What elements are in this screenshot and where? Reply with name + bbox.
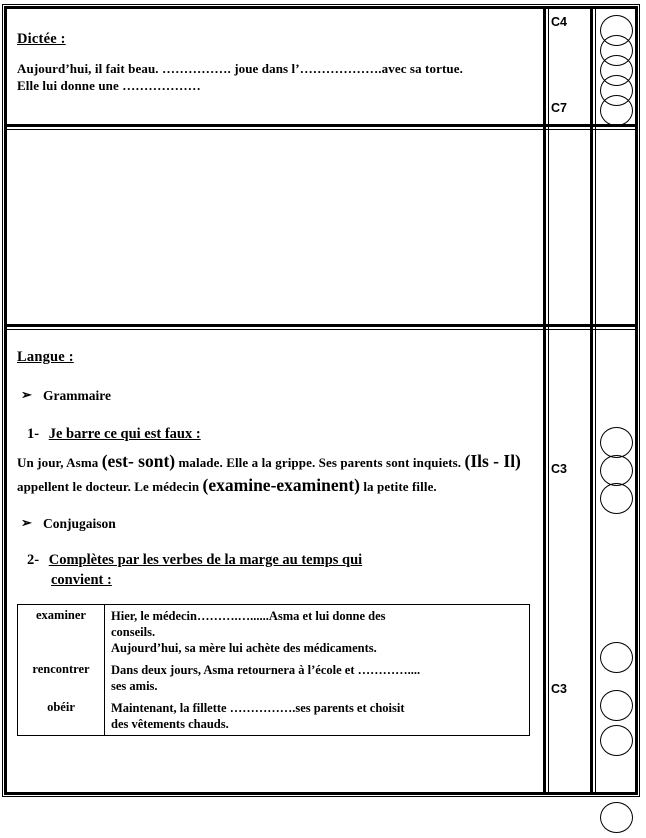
score-circle[interactable] [600,690,633,721]
sentence-line: Dans deux jours, Asma retournera à l’école et ………….... [111,663,421,677]
paragraph-text: malade. Elle a la grippe. Ses parents sont inquiets. [175,455,465,470]
verb-cell: rencontrer [18,659,105,697]
sentence-line: conseils. [111,625,156,639]
sentence-line: Maintenant, la fillette …………….ses parents et choisit [111,701,405,715]
sentence-cell[interactable] [105,697,530,736]
sentence-line: Hier, le médecin……….…......Asma et lui donne des [111,609,386,623]
sentence-line: Aujourd’hui, sa mère lui achète des médicaments. [111,641,377,655]
langue-code-cell [546,327,590,795]
competency-code-c3-conjugation: C3 [551,682,567,696]
answer-space-circles [593,127,638,324]
exercise-2-instruction-line2: convient : [51,572,112,588]
competency-code-c7: C7 [551,101,567,115]
exercise-1-title [17,424,533,444]
dictee-section [7,9,543,124]
sentence-line: des vêtements chauds. [111,717,229,731]
exercise-1-paragraph[interactable] [17,450,533,498]
bullet-conjugaison-label: Conjugaison [43,516,116,531]
dictee-text-block [17,60,533,94]
langue-section [7,327,543,795]
table-row [18,605,530,660]
table-row [18,697,530,736]
arrow-bullet-icon: ➢ [21,515,32,530]
score-circle[interactable] [600,642,633,673]
sentence-cell[interactable] [105,659,530,697]
verb-cell: examiner [18,605,105,660]
score-circle[interactable] [600,483,633,514]
dictee-line: Aujourd’hui, il fait beau. ……………. joue dans l’……………….avec sa tortue. [17,61,463,76]
langue-heading: Langue : [17,349,74,365]
dictee-heading: Dictée : [17,31,66,47]
dictee-line: Elle lui donne une ……………… [17,78,201,93]
conjugation-table [17,604,530,736]
exercise-2-title [17,550,533,590]
score-circle[interactable] [600,427,633,458]
dictee-code-cell [546,9,590,124]
score-circle[interactable] [600,95,633,126]
paragraph-text: appellent le docteur. Le médecin [17,479,203,494]
competency-code-c4: C4 [551,15,567,29]
bullet-conjugaison [17,516,533,532]
answer-space-area[interactable] [7,127,543,324]
score-circle-total[interactable] [600,802,633,833]
answer-space-code-cell [546,127,590,324]
sentence-cell[interactable] [105,605,530,660]
competency-code-c3-grammar: C3 [551,462,567,476]
worksheet-frame [4,6,638,795]
paragraph-text: la petite fille. [360,479,437,494]
dictee-score-circles [593,9,638,124]
exercise-1-number: 1- [27,426,40,442]
table-row [18,659,530,697]
sentence-line: ses amis. [111,679,158,693]
exercise-2-instruction-line1: Complètes par les verbes de la marge au temps qui [48,552,363,568]
paragraph-text: Un jour, Asma [17,455,102,470]
score-circle[interactable] [600,725,633,756]
score-circle[interactable] [600,455,633,486]
exercise-2-number: 2- [27,552,40,568]
arrow-bullet-icon: ➢ [21,387,32,402]
exercise-1-instruction: Je barre ce qui est faux : [48,426,201,442]
choice-option-group[interactable]: (examine-examinent) [202,475,360,495]
bullet-grammaire [17,388,533,404]
langue-score-circles [593,327,638,795]
choice-option-group[interactable]: (Ils - Il) [464,451,521,471]
verb-cell: obéir [18,697,105,736]
bullet-grammaire-label: Grammaire [43,388,111,403]
choice-option-group[interactable]: (est- sont) [101,451,176,471]
